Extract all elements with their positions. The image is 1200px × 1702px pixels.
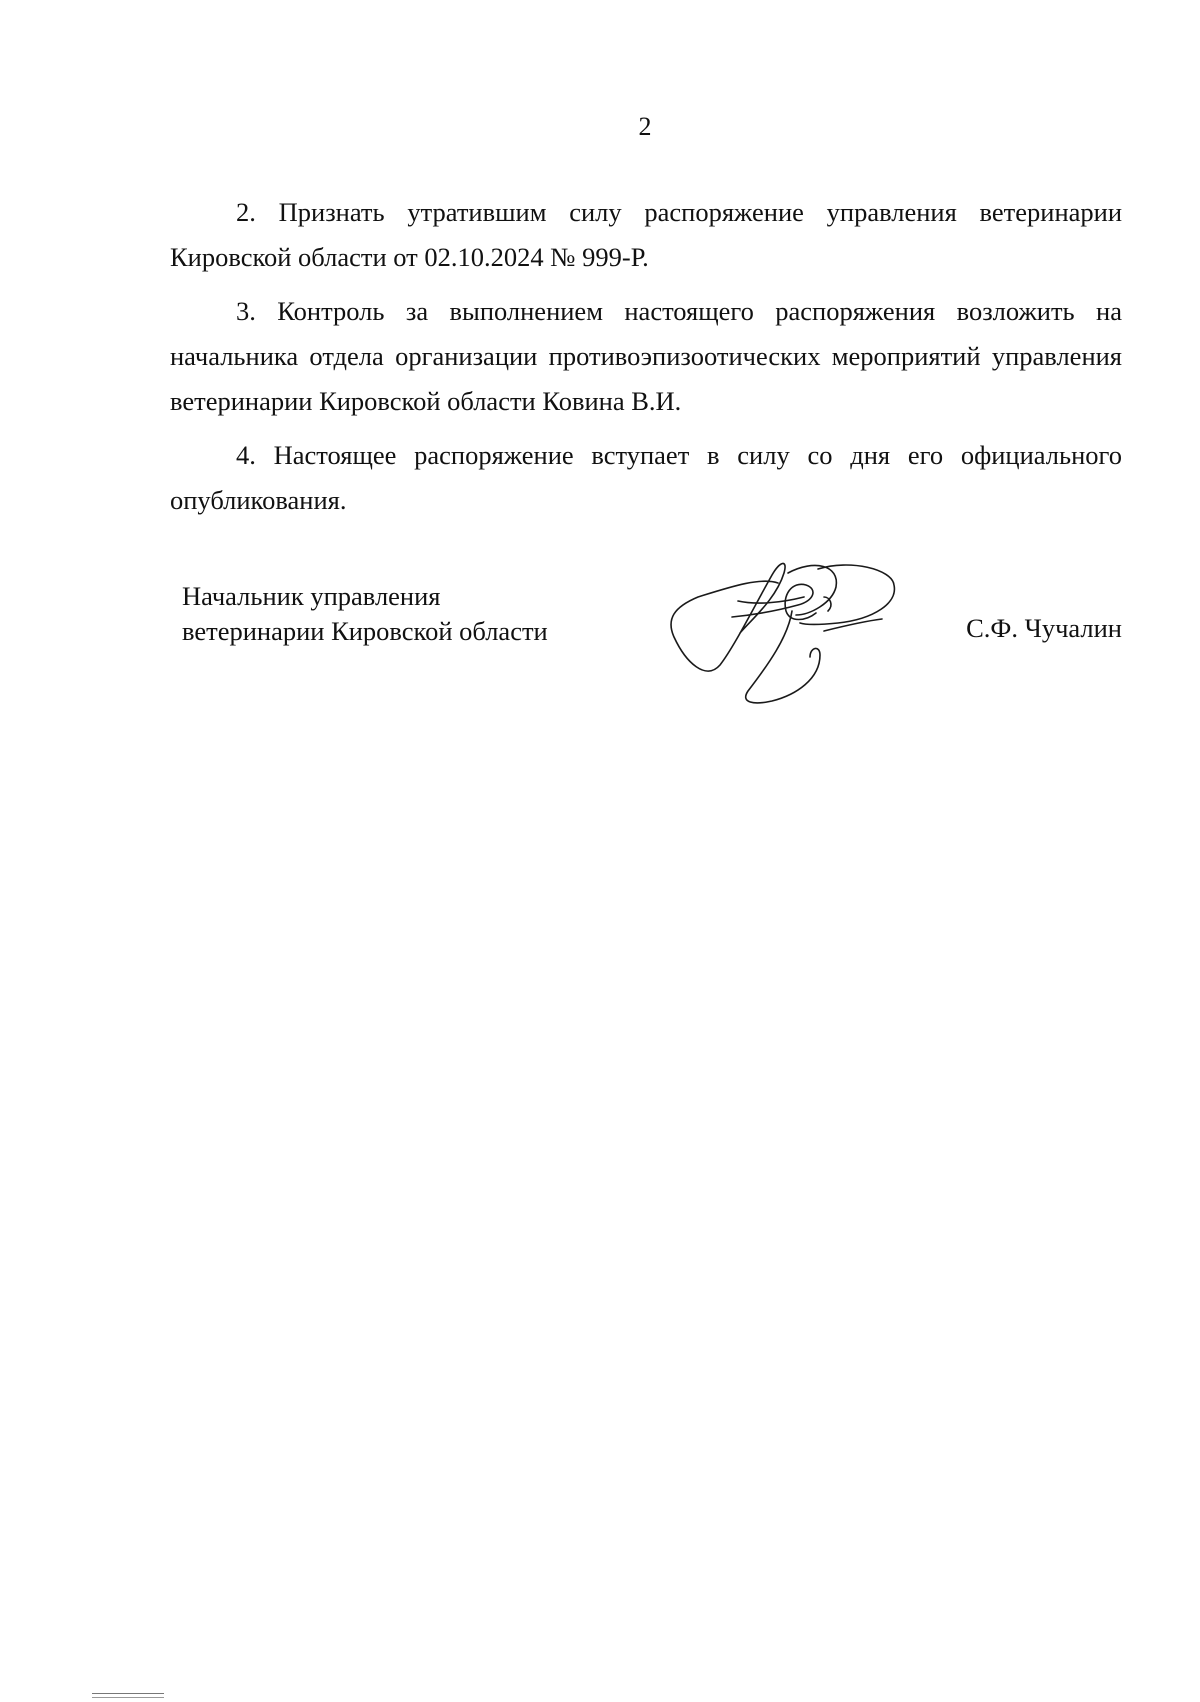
- handwritten-signature-icon: [668, 555, 928, 705]
- document-body: [170, 190, 1122, 532]
- page-number: 2: [638, 112, 652, 141]
- paragraph-4: 4. Настоящее распоряжение вступает в силу со дня его официального опубликования.: [170, 440, 1122, 515]
- paragraph-3: 3. Контроль за выполнением настоящего распоряжения возложить на начальника отдела организации противоэпизоотических мероприятий управления ветеринарии Кировской области Ковина В.И.: [170, 296, 1122, 416]
- position-line-1: Начальник управления: [182, 581, 441, 611]
- footer-mark: [92, 1693, 164, 1698]
- position-line-2: ветеринарии Кировской области: [182, 616, 548, 646]
- paragraph-2: 2. Признать утратившим силу распоряжение управления ветеринарии Кировской области от 02.10.2024 № 999-Р.: [170, 197, 1122, 272]
- signatory-position: [182, 579, 548, 649]
- signatory-name: С.Ф. Чучалин: [966, 613, 1122, 643]
